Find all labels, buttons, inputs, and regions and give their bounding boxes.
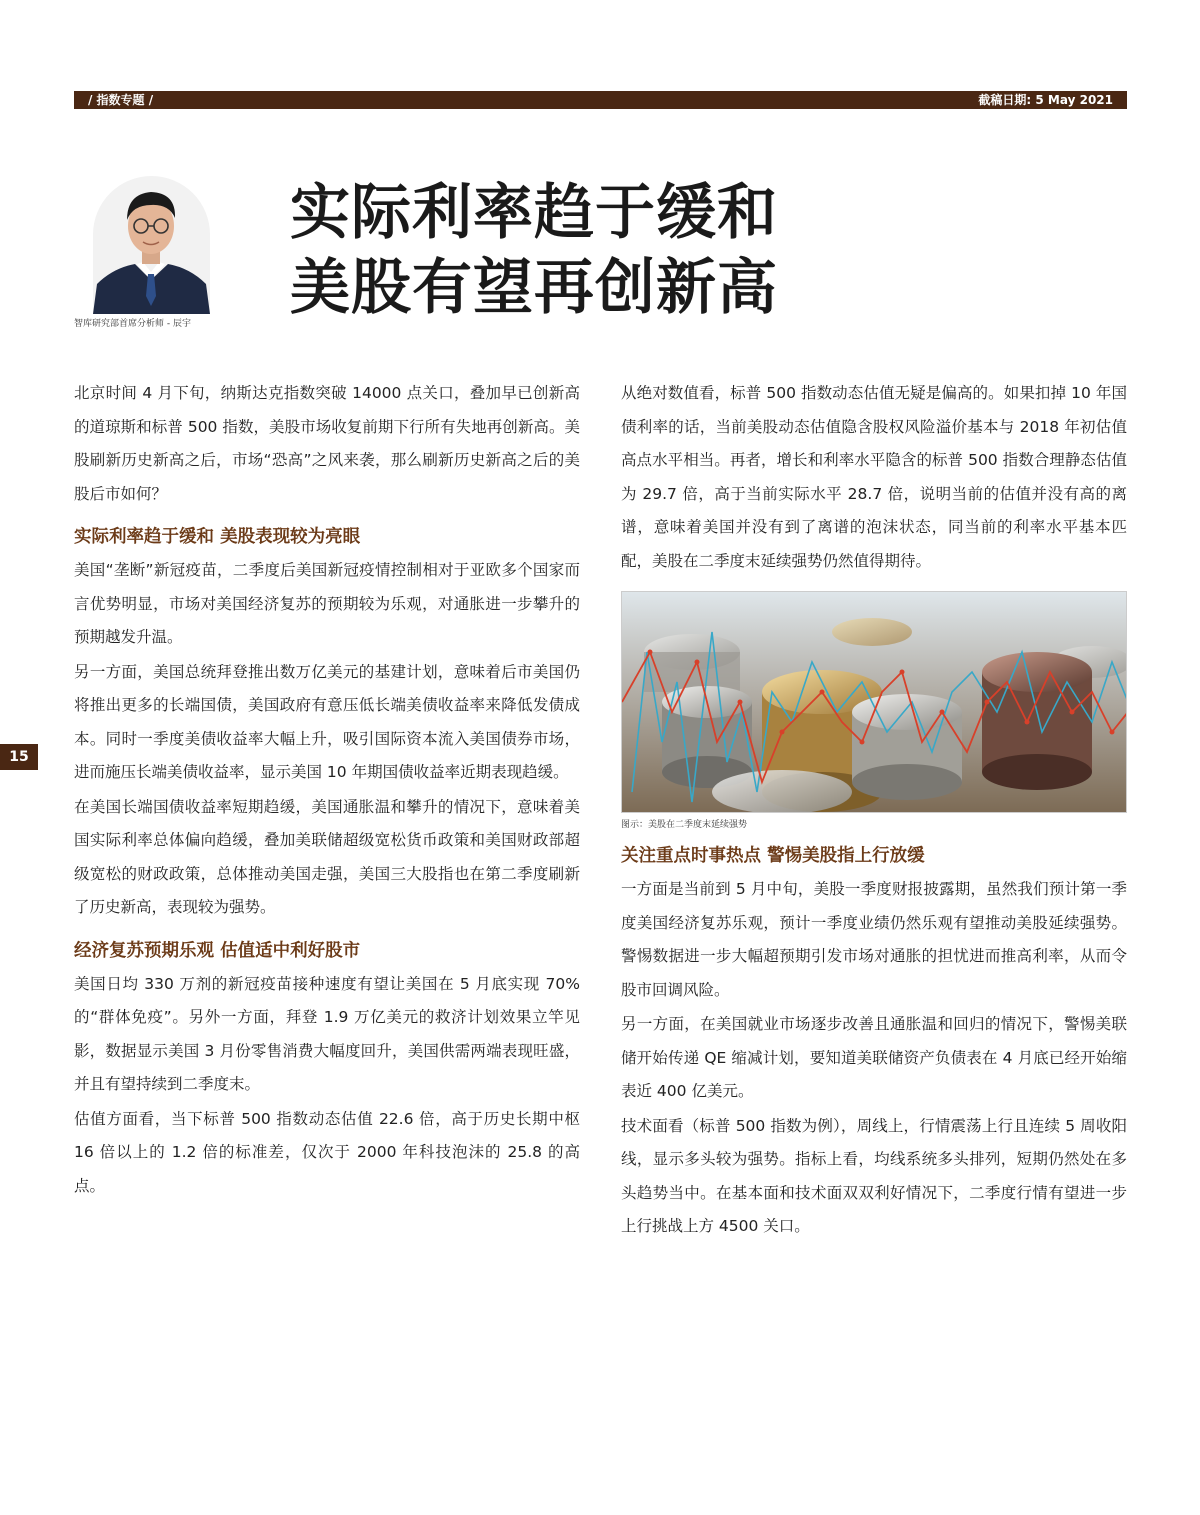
header-bar xyxy=(74,91,1127,109)
author-caption: 智库研究部首席分析师 - 辰宇 xyxy=(74,319,191,329)
article-title xyxy=(290,176,910,326)
body-paragraph: 另一方面，美国总统拜登推出数万亿美元的基建计划，意味着后市美国仍将推出更多的长端国债，美国政府有意压低长端美债收益率来降低发债成本。同时一季度美债收益率大幅上升，吸引国际资本流入美国债券市场，进而施压长端美债收益率，显示美国 10 年期国债收益率近期表现趋缓。 xyxy=(74,662,580,781)
body-paragraph: 在美国长端国债收益率短期趋缓，美国通胀温和攀升的情况下，意味着美国实际利率总体偏向趋缓，叠加美联储超级宽松货币政策和美国财政部超级宽松的财政政策，总体推动美国走强，美国三大股指也在第二季度刷新了历史新高，表现较为强势。 xyxy=(74,797,580,916)
section-heading: 关注重点时事热点 警惕美股指上行放缓 xyxy=(621,846,925,866)
left-column xyxy=(74,377,580,1203)
publication-date: 截稿日期: 5 May 2021 xyxy=(978,93,1113,107)
body-paragraph: 美国“垄断”新冠疫苗，二季度后美国新冠疫情控制相对于亚欧多个国家而言优势明显，市场对美国经济复苏的预期较为乐观，对通胀进一步攀升的预期越发升温。 xyxy=(74,561,580,646)
intro-paragraph: 从绝对数值看，标普 500 指数动态估值无疑是偏高的。如果扣掉 10 年国债利率的话，当前美股动态估值隐含股权风险溢价基本与 2018 年初估值高点水平相当。再者，增长和利率水平隐含的标普 500 指数合理静态估值为 29.7 倍，高于当前实际水平 28.7 倍，说明当前的估值并没有高的离谱，意味着美国并没有到了离谱的泡沫状态，同当前的利率水平基本匹配，美股在二季度末延续强势仍然值得期待。 xyxy=(621,384,1127,570)
body-paragraph: 技术面看（标普 500 指数为例），周线上，行情震荡上行且连续 5 周收阳线，显示多头较为强势。指标上看，均线系统多头排列，短期仍然处在多头趋势当中。在基本面和技术面双双利好情况下，二季度行情有望进一步上行挑战上方 4500 关口。 xyxy=(621,1116,1127,1235)
body-paragraph: 美国日均 330 万剂的新冠疫苗接种速度有望让美国在 5 月底实现 70% 的“群体免疫”。另外一方面，拜登 1.9 万亿美元的救济计划效果立竿见影，数据显示美国 3 月份零售消费大幅度回升，美国供需两端表现旺盛，并且有望持续到二季度末。 xyxy=(74,974,580,1093)
right-column xyxy=(621,377,1127,1244)
page-number: 15 xyxy=(0,744,38,770)
body-paragraph: 估值方面看，当下标普 500 指数动态估值 22.6 倍，高于历史长期中枢 16 倍以上的 1.2 倍的标准差，仅次于 2000 年科技泡沫的 25.8 的高点。 xyxy=(74,1109,580,1195)
title-line-1: 实际利率趋于缓和 xyxy=(290,178,778,248)
intro-paragraph: 北京时间 4 月下旬，纳斯达克指数突破 14000 点关口，叠加早已创新高的道琼斯和标普 500 指数，美股市场收复前期下行所有失地再创新高。美股刷新历史新高之后，市场“恐高”之风来袭，那么刷新历史新高之后的美股后市如何？ xyxy=(74,384,580,503)
body-paragraph: 另一方面，在美国就业市场逐步改善且通胀温和回归的情况下，警惕美联储开始传递 QE 缩减计划，要知道美联储资产负债表在 4 月底已经开始缩表近 400 亿美元。 xyxy=(621,1015,1127,1100)
section-heading: 经济复苏预期乐观 估值适中利好股市 xyxy=(74,940,361,961)
section-heading: 实际利率趋于缓和 美股表现较为亮眼 xyxy=(74,527,361,547)
section-label: / 指数专题 / xyxy=(88,93,154,107)
author-photo xyxy=(93,176,210,314)
coins-stock-image xyxy=(621,591,1127,813)
body-paragraph: 一方面是当前到 5 月中旬，美股一季度财报披露期，虽然我们预计第一季度美国经济复苏乐观，预计一季度业绩仍然乐观有望推动美股延续强势。警惕数据进一步大幅超预期引发市场对通胀的担忧进而推高利率，从而令股市回调风险。 xyxy=(621,880,1127,999)
title-line-2: 美股有望再创新高 xyxy=(290,253,778,323)
figure-caption: 图示：美股在二季度末延续强势 xyxy=(621,820,748,830)
